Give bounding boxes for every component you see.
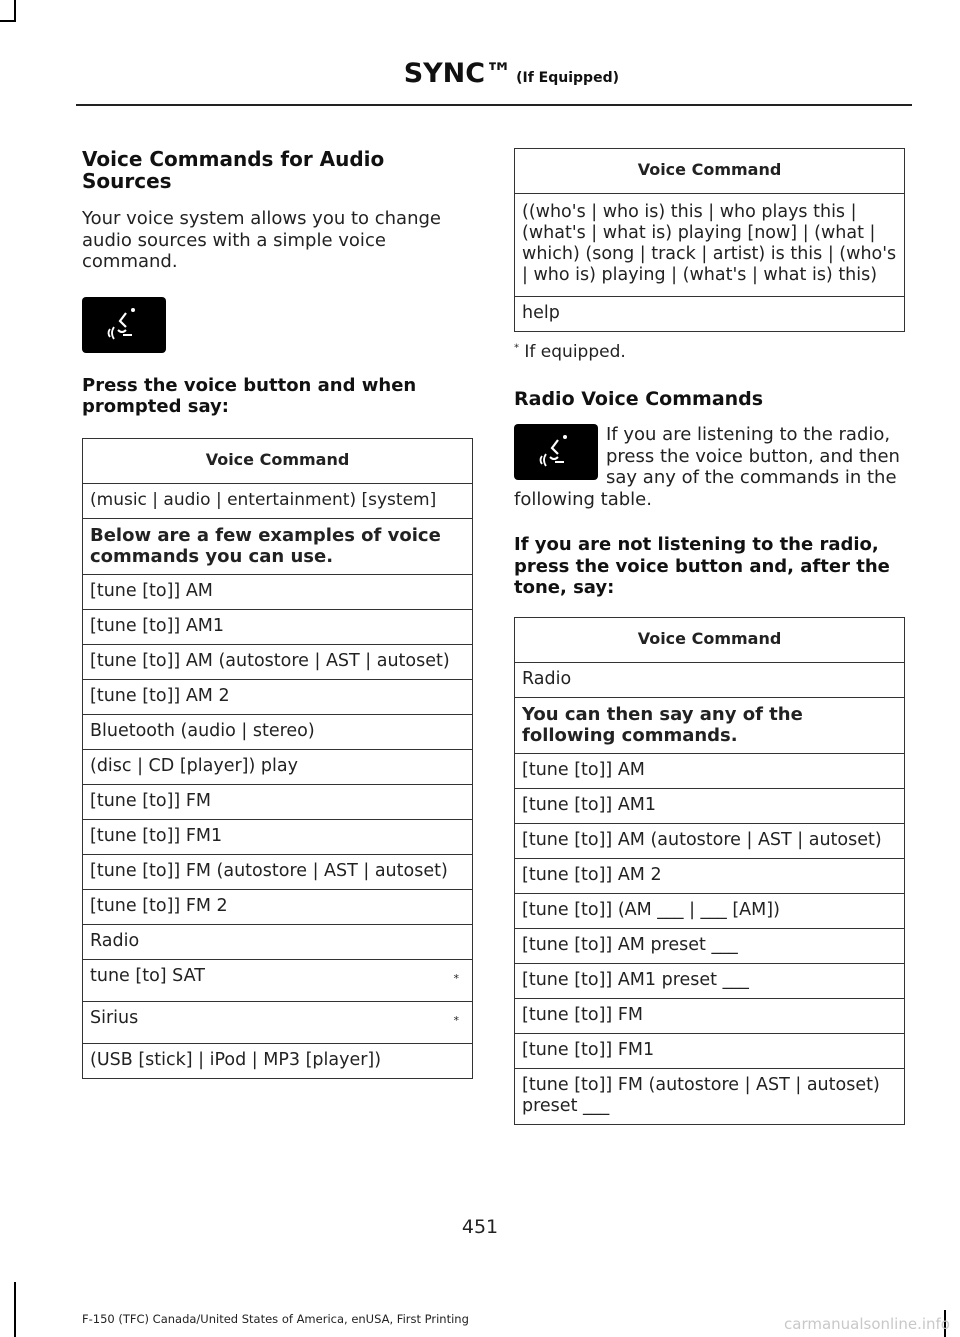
- row-text: Sirius: [90, 1007, 139, 1028]
- right-column: [514, 148, 905, 1125]
- header-subtitle: (If Equipped): [516, 70, 619, 86]
- row-text: tune [to] SAT: [90, 965, 205, 986]
- document-info: F-150 (TFC) Canada/United States of America, enUSA, First Printing: [82, 1312, 469, 1326]
- table-row: [tune [to]] AM1: [515, 788, 905, 823]
- table-row: ((who's | who is) this | who plays this | (what's | what is) playing [now] | (what | which) (song | track | artist) is this | (who's | who is) playing | (what's | what is) this): [515, 194, 905, 297]
- table-row: [tune [to]] AM 2: [515, 858, 905, 893]
- radio-prompt: If you are not listening to the radio, press the voice button and, after the tone, say:: [514, 534, 890, 598]
- table-row: help: [515, 297, 905, 332]
- intro-paragraph: Your voice system allows you to change audio sources with a simple voice command.: [82, 208, 441, 272]
- table-row: [tune [to]] AM preset ___: [515, 928, 905, 963]
- table-row: [tune [to]] FM (autostore | AST | autoset): [83, 854, 473, 889]
- crop-mark: [0, 20, 16, 22]
- footnote-marker: *: [453, 971, 459, 985]
- page-number: 451: [461, 1216, 499, 1238]
- section-heading: Voice Commands for Audio Sources: [82, 147, 385, 193]
- watermark: carmanualsonline.info: [784, 1315, 950, 1333]
- page-header: [404, 58, 619, 89]
- table-row: [tune [to]] AM1: [83, 609, 473, 644]
- table-row: [tune [to]] AM 2: [83, 679, 473, 714]
- radio-command-table: [514, 617, 905, 1125]
- table-row: [tune [to]] FM (autostore | AST | autoset) preset ___: [515, 1068, 905, 1124]
- voice-prompt: Press the voice button and when prompted say:: [82, 374, 417, 417]
- table-header: Voice Command: [515, 617, 905, 662]
- footnote: [514, 342, 905, 362]
- table-header: Voice Command: [83, 438, 473, 483]
- footnote-marker: *: [514, 342, 519, 354]
- table-row: (USB [stick] | iPod | MP3 [player]): [83, 1043, 473, 1078]
- table-row: [83, 1001, 473, 1043]
- table-row: Bluetooth (audio | stereo): [83, 714, 473, 749]
- table-row: [tune [to]] AM (autostore | AST | autoset): [83, 644, 473, 679]
- table-row: [tune [to]] AM: [83, 574, 473, 609]
- table-row: You can then say any of the following commands.: [515, 697, 905, 753]
- left-column: [82, 148, 473, 1079]
- table-row: Radio: [515, 662, 905, 697]
- table-row: [tune [to]] FM1: [83, 819, 473, 854]
- radio-intro: If you are listening to the radio, press the voice button, and then say any of the commands in the following table.: [514, 424, 900, 510]
- voice-command-table: [82, 438, 473, 1079]
- table-row: [tune [to]] AM: [515, 753, 905, 788]
- table-row: [tune [to]] FM 2: [83, 889, 473, 924]
- radio-heading: Radio Voice Commands: [514, 388, 764, 410]
- table-header: Voice Command: [515, 149, 905, 194]
- table-row: (music | audio | entertainment) [system]: [83, 483, 473, 518]
- table-row: Radio: [83, 924, 473, 959]
- crop-mark: [14, 1282, 16, 1337]
- crop-mark: [14, 0, 16, 20]
- table-row: (disc | CD [player]) play: [83, 749, 473, 784]
- table-row: [83, 959, 473, 1001]
- radio-intro-block: [514, 424, 905, 510]
- table-row: [tune [to]] AM (autostore | AST | autoset): [515, 823, 905, 858]
- table-row: Below are a few examples of voice commands you can use.: [83, 518, 473, 574]
- table-row: [tune [to]] AM1 preset ___: [515, 963, 905, 998]
- voice-command-table-continued: [514, 148, 905, 332]
- table-row: [tune [to]] (AM ___ | ___ [AM]): [515, 893, 905, 928]
- table-row: [tune [to]] FM: [83, 784, 473, 819]
- voice-button-icon: [514, 424, 598, 480]
- header-title: SYNC™: [403, 58, 513, 89]
- footnote-text: If equipped.: [519, 342, 626, 362]
- voice-button-icon: [82, 297, 166, 353]
- table-row: [tune [to]] FM1: [515, 1033, 905, 1068]
- table-row: [tune [to]] FM: [515, 998, 905, 1033]
- footnote-marker: *: [453, 1013, 459, 1027]
- header-divider: [76, 104, 912, 106]
